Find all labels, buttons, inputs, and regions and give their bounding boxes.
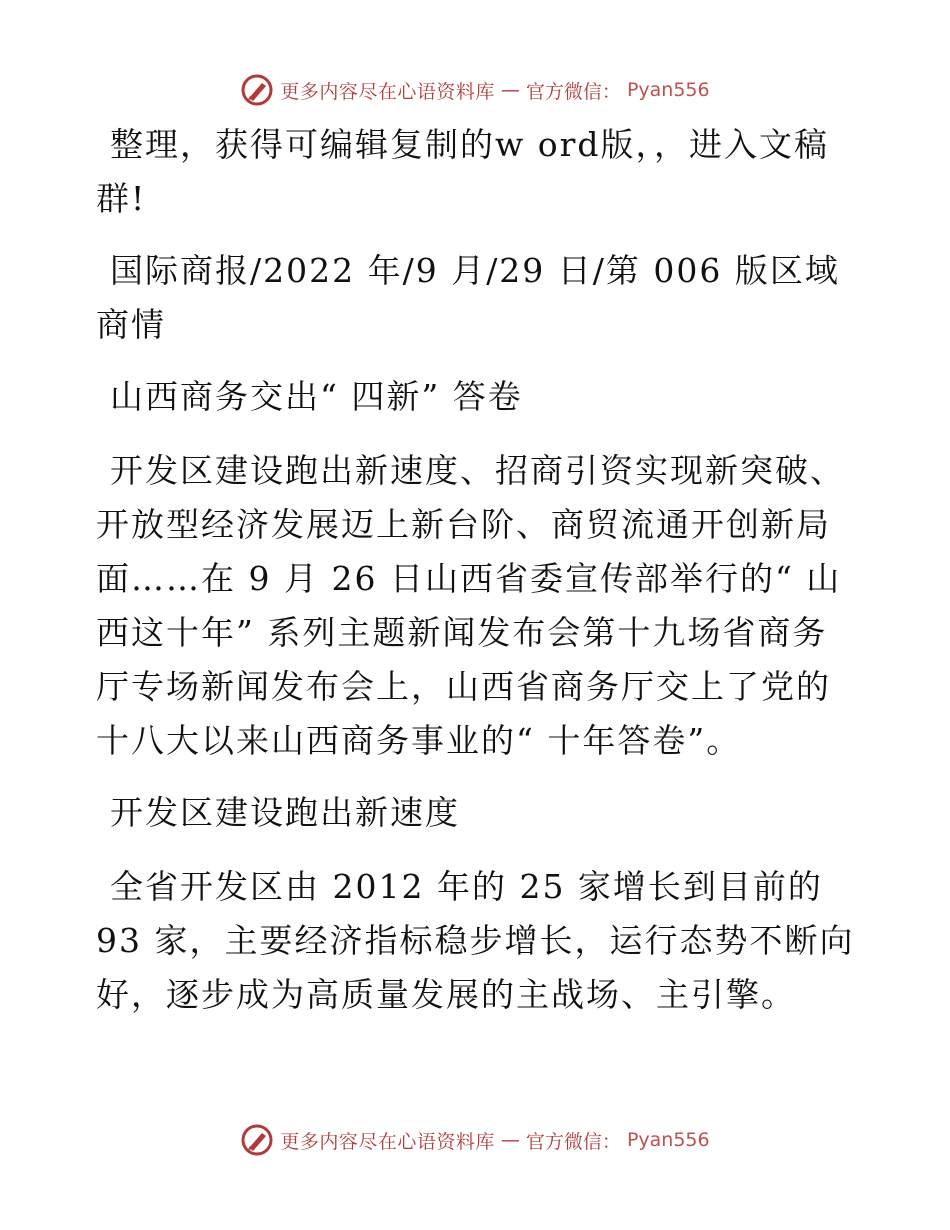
paragraph-source: 国际商报/2022 年/9 月/29 日/第 006 版区域商情 bbox=[96, 251, 840, 344]
banner-label: 官方微信： bbox=[525, 80, 621, 103]
paragraph-intro: 整理，获得可编辑复制的w ord版，，进入文稿群! bbox=[96, 125, 830, 218]
banner-separator: — bbox=[500, 1129, 520, 1151]
pen-circle-logo-icon bbox=[240, 73, 274, 107]
banner-text: 更多内容尽在心语资料库 bbox=[280, 80, 495, 103]
banner-separator: — bbox=[500, 79, 520, 101]
document-body bbox=[96, 118, 856, 1040]
article-title: 山西商务交出“ 四新” 答卷 bbox=[110, 377, 523, 416]
paragraph-body: 全省开发区由 2012 年的 25 家增长到目前的 93 家，主要经济指标稳步增长，运行态势不断向好，逐步成为高质量发展的主战场、主引擎。 bbox=[96, 867, 855, 1014]
pen-circle-logo-icon bbox=[240, 1123, 274, 1157]
banner-wechat-id: Pyan556 bbox=[626, 79, 710, 101]
paragraph-lead: 开发区建设跑出新速度、招商引资实现新突破、开放型经济发展迈上新台阶、商贸流通开创新局面……在 9 月 26 日山西省委宣传部举行的“ 山西这十年” 系列主题新闻发布会第十九场省商务厅专场新闻发布会上，山西省商务厅交上了党的十八大以来山西商务事业的“ 十年答卷”。 bbox=[96, 451, 845, 760]
banner-wechat-id: Pyan556 bbox=[626, 1129, 710, 1151]
footer-banner bbox=[0, 1122, 950, 1158]
header-banner bbox=[0, 72, 950, 108]
section-heading: 开发区建设跑出新速度 bbox=[110, 793, 460, 832]
banner-text: 更多内容尽在心语资料库 bbox=[280, 1130, 495, 1153]
banner-label: 官方微信： bbox=[525, 1130, 621, 1153]
